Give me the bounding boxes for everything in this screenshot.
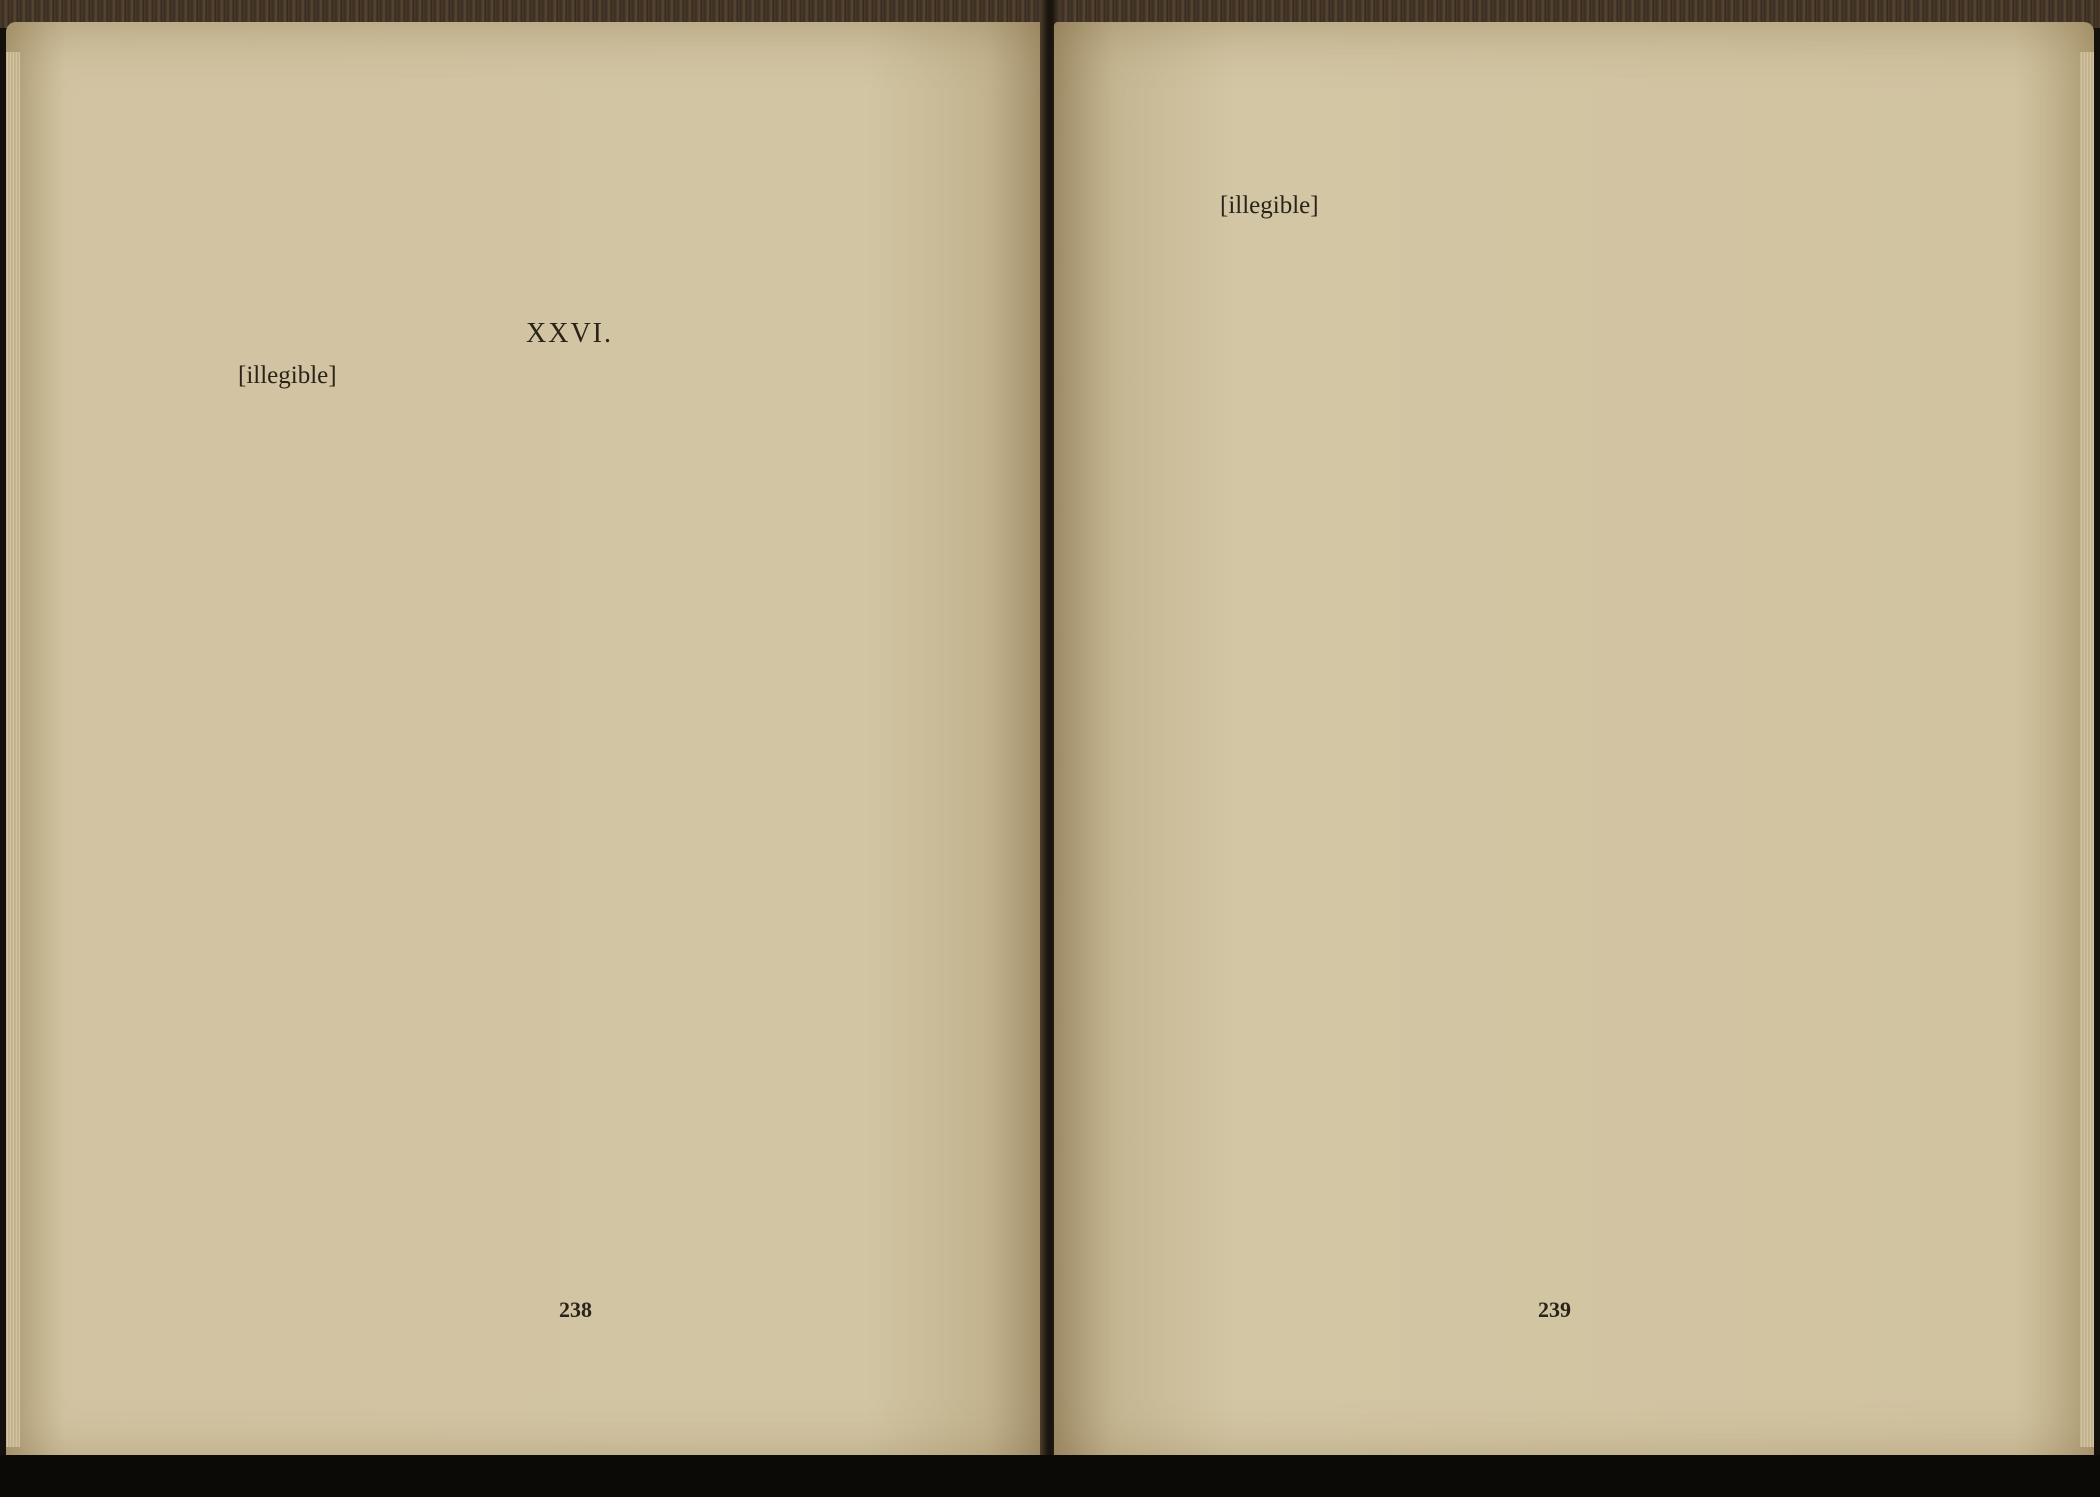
page-edges bbox=[6, 52, 20, 1447]
page-number: 238 bbox=[559, 1297, 592, 1322]
left-page bbox=[6, 22, 1050, 1467]
bottom-shadow bbox=[0, 1455, 2100, 1497]
paragraph: [illegible] bbox=[238, 362, 337, 389]
paragraph: [illegible] bbox=[1220, 192, 1319, 219]
right-page-text bbox=[1220, 192, 1908, 221]
right-page bbox=[1054, 22, 2094, 1467]
page-edges bbox=[2080, 52, 2094, 1447]
page-number: 239 bbox=[1538, 1297, 1571, 1322]
chapter-heading: XXVI. bbox=[526, 318, 613, 349]
left-page-text bbox=[238, 362, 918, 391]
